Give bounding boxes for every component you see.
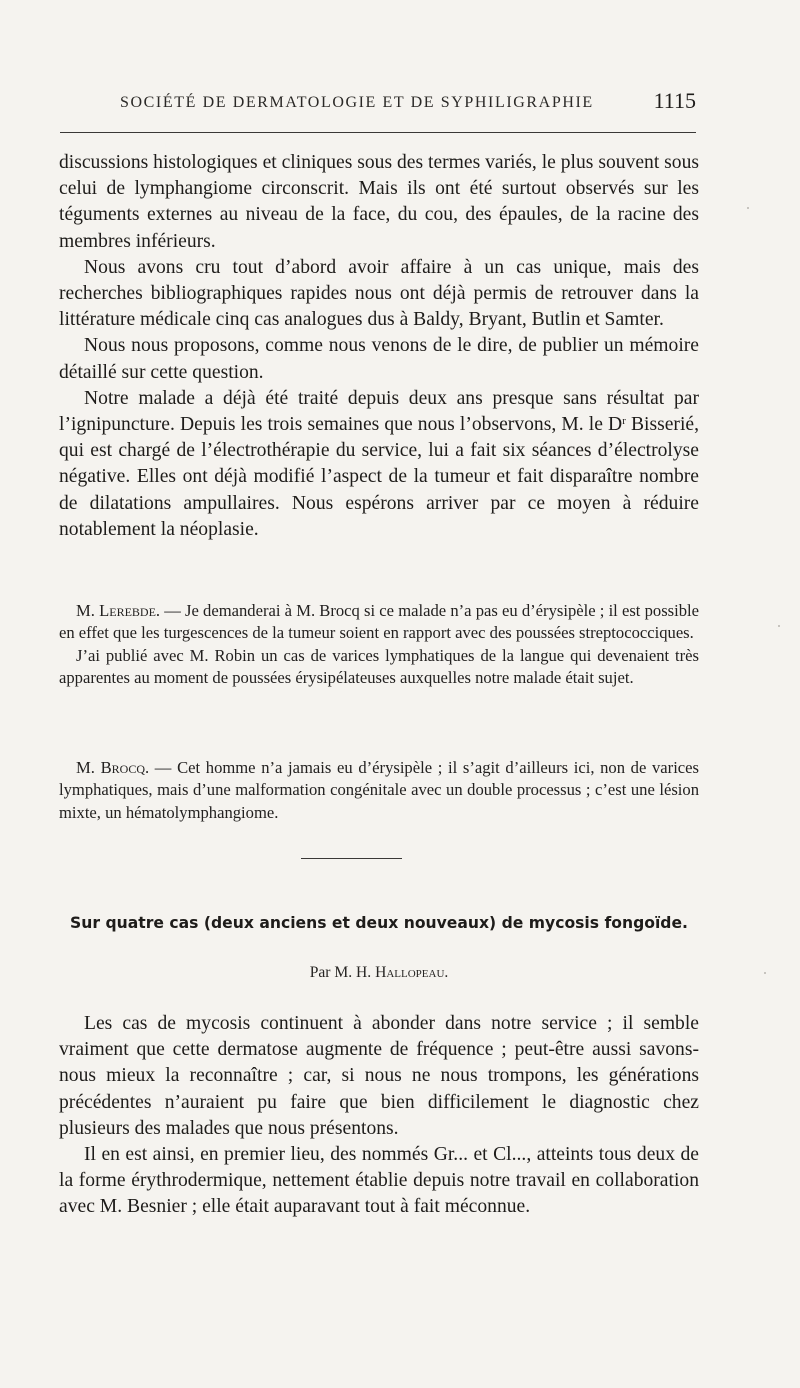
running-head-title: SOCIÉTÉ DE DERMATOLOGIE ET DE SYPHILIGRAPHIE bbox=[120, 94, 594, 111]
paragraph: Nous avons cru tout d’abord avoir affaire à un cas unique, mais des recherches bibliographiques rapides nous ont déjà permis de retrouver dans la littérature médicale cinq cas analogues dus à Baldy, Bryant, Butlin et Samter. bbox=[59, 256, 699, 331]
paragraph: Nous nous proposons, comme nous venons de le dire, de publier un mémoire détaillé sur cette question. bbox=[59, 335, 699, 383]
speaker-text: . — Je demanderai à M. Brocq si ce malade n’a pas eu d’érysipèle ; il est possible en effet que les turgescences de la tumeur soient en rapport avec des poussées streptococciques. bbox=[59, 601, 699, 643]
discussion-paragraph bbox=[59, 600, 699, 645]
page-number: 1115 bbox=[653, 88, 696, 113]
speaker-prefix: M. bbox=[76, 601, 100, 620]
article-byline bbox=[60, 964, 698, 982]
superscript: r bbox=[622, 415, 626, 428]
body-text-top bbox=[59, 150, 699, 543]
speaker-text: . — Cet homme n’a jamais eu d’érysipèle ; il s’agit d’ailleurs ici, non de varices lymphatiques, mais d’une malformation congénitale avec un double processus ; c’est une lésion mixte, un hématolymphangiome. bbox=[59, 758, 699, 822]
paragraph: Les cas de mycosis continuent à abonder dans notre service ; il semble vraiment que cette dermatose augmente de fréquence ; peut-être aussi savons-nous mieux la reconnaître ; car, si nous ne nous trompons, les générations précédentes n’auraient pu faire que bien difficilement le diagnostic chez plusieurs des malades que nous présentons. bbox=[59, 1013, 699, 1139]
article-title: Sur quatre cas (deux anciens et deux nouveaux) de mycosis fongoïde. bbox=[70, 914, 688, 932]
paragraph bbox=[59, 386, 699, 543]
byline-prefix: Par M. H. bbox=[309, 964, 376, 981]
byline-suffix: . bbox=[444, 964, 449, 981]
discussion-lereddde bbox=[59, 600, 699, 690]
paragraph: Il en est ainsi, en premier lieu, des nommés Gr... et Cl..., atteints tous deux de la forme érythrodermique, nettement établie depuis notre travail en collaboration avec M. Besnier ; elle était auparavant tout à fait méconnue. bbox=[59, 1144, 699, 1218]
paper-speck bbox=[764, 972, 766, 974]
author-name: Hallopeau bbox=[375, 964, 445, 981]
speaker-name: Brocq bbox=[100, 758, 145, 777]
paper-speck bbox=[778, 625, 780, 627]
speaker-prefix: M. bbox=[76, 758, 101, 777]
paragraph-text: Bisserié, qui est chargé de l’électrothérapie du service, lui a bbox=[59, 414, 699, 462]
speaker-name: Lerebde bbox=[99, 601, 156, 620]
header-rule bbox=[60, 132, 696, 133]
discussion-brocq bbox=[59, 757, 699, 824]
running-head bbox=[60, 88, 698, 120]
article-body bbox=[59, 1011, 699, 1221]
discussion-paragraph: J’ai publié avec M. Robin un cas de varices lymphatiques de la langue qui devenaient très apparentes au moment de poussées érysipélateuses auxquelles notre malade était sujet. bbox=[59, 645, 699, 688]
section-divider bbox=[301, 858, 402, 859]
paragraph-text: Notre malade a déjà été traité depuis deux ans presque sans résultat par l’ignipuncture. Depuis les trois semaines que nous l’observons, M. le D bbox=[59, 387, 699, 436]
paper-speck bbox=[747, 207, 749, 209]
paragraph: discussions histologiques et cliniques sous des termes variés, le plus souvent sous celui de lymphangiome circonscrit. Mais ils ont été surtout observés sur les téguments externes au niveau de la face, du cou, des épaules, de la racine des membres inférieurs. bbox=[59, 152, 700, 252]
paragraph-text: fait six séances d’électrolyse négative. Elles ont déjà modifié l’aspect de la tumeur et fait disparaître nombre de dilatations ampullaires. Nous espérons arriver par ce moyen à réduire notablement la néoplasie. bbox=[59, 440, 699, 540]
discussion-paragraph bbox=[59, 757, 699, 824]
